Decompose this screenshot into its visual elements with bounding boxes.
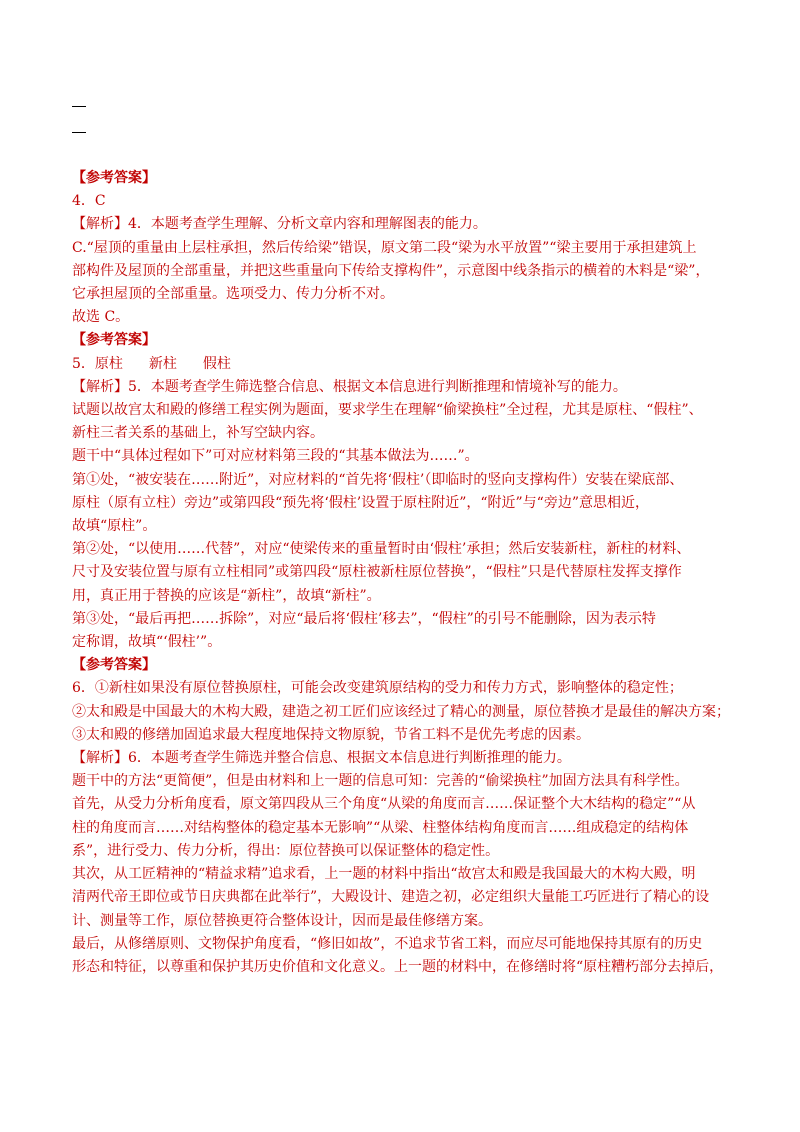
q5-analysis-line: 定称谓，故填“‘假柱’”。 <box>72 634 222 651</box>
q5-analysis-line: 【解析】5．本题考查学生筛选整合信息、根据文本信息进行判断推理和情境补写的能力。 <box>72 378 627 395</box>
q5-analysis-line: 故填“原柱”。 <box>72 518 157 535</box>
q6-analysis-line: 清两代帝王即位或节日庆典都在此举行”，大殿设计、建造之初，必定组织大量能工巧匠进行了精心的设 <box>72 889 710 906</box>
q5-answer <box>72 353 732 376</box>
q6-analysis-line: 形态和特征，以尊重和保护其历史价值和文化意义。上一题的材料中，在修缮时将“原柱糟朽部分去掉后， <box>72 958 724 975</box>
q6-analysis-line: 最后，从修缮原则、文物保护角度看，“修旧如故”，不追求节省工料，而应尽可能地保持其原有的历史 <box>72 935 703 952</box>
q5-analysis-line: 原柱（原有立柱）旁边”或第四段“预先将‘假柱’设置于原柱附近”，“附近”与“旁边”意思相近， <box>72 494 649 511</box>
answer-heading: 【参考答案】 <box>72 332 156 349</box>
q6-analysis-line: 题干中的方法“更简便”，但是由材料和上一题的信息可知：完善的“偷梁换柱”加固方法具有科学性。 <box>72 773 689 790</box>
blank-line-mark <box>72 132 86 133</box>
q4-answer: 4．C <box>72 193 106 210</box>
answer-heading: 【参考答案】 <box>72 170 156 186</box>
answer-content <box>72 167 732 979</box>
q5-analysis-line: 用，真正用于替换的应该是“新柱”，故填“新柱”。 <box>72 587 381 604</box>
q5-answer-2: 新柱 <box>148 355 177 372</box>
q6-answer-line: 6．①新柱如果没有原位替换原柱，可能会改变建筑原结构的受力和传力方式，影响整体的稳定性； <box>72 680 683 697</box>
q4-analysis-line: C.“屋顶的重量由上层柱承担，然后传给梁”错误，原文第二段“梁为水平放置”“梁主要用于承担建筑上 <box>72 239 697 256</box>
q4-analysis-line: 故选 C。 <box>72 309 130 326</box>
q5-analysis-line: 第②处，“以使用……代替”，对应“使梁传来的重量暂时由‘假柱’承担；然后安装新柱，新柱的材料、 <box>72 541 691 558</box>
q6-answer-line: ②太和殿是中国最大的木构大殿，建造之初工匠们应该经过了精心的测量，原位替换才是最佳的解决方案； <box>72 703 730 720</box>
q4-analysis-line: 它承担屋顶的全部重量。选项受力、传力分析不对。 <box>72 286 394 303</box>
q6-answer-line: ③太和殿的修缮加固追求最大程度地保持文物原貌，节省工料不是优先考虑的因素。 <box>72 726 590 743</box>
q5-analysis-line: 第①处，“被安装在……附近”，对应材料的“首先将‘假柱’（即临时的竖向支撑构件）安装在梁底部、 <box>72 471 684 488</box>
q6-analysis-line: 其次，从工匠精神的“精益求精”追求看，上一题的材料中指出“故宫太和殿是我国最大的木构大殿，明 <box>72 866 696 883</box>
q5-analysis-line: 第③处，“最后再把……拆除”，对应“最后将‘假柱’移去”，“假柱”的引号不能删除，因为表示特 <box>72 610 656 627</box>
q5-answer-1: 5．原柱 <box>72 355 123 372</box>
q6-analysis-line: 计、测量等工作，原位替换更符合整体设计，因而是最佳修缮方案。 <box>72 912 492 929</box>
answer-heading: 【参考答案】 <box>72 657 156 674</box>
q5-analysis-line: 题干中“具体过程如下”可对应材料第三段的“其基本做法为……”。 <box>72 448 479 465</box>
q5-analysis-line: 试题以故宫太和殿的修缮工程实例为题面，要求学生在理解“偷梁换柱”全过程，尤其是原柱、“假柱”、 <box>72 402 703 419</box>
blank-line-mark <box>72 106 86 107</box>
q6-analysis-line: 首先，从受力分析角度看，原文第四段从三个角度“从梁的角度而言……保证整个大木结构的稳定”“从 <box>72 796 696 813</box>
q5-analysis-line: 新柱三者关系的基础上，补写空缺内容。 <box>72 425 324 442</box>
q5-analysis-line: 尺寸及安装位置与原有立柱相同”或第四段“原柱被新柱原位替换”，“假柱”只是代替原柱发挥支撑作 <box>72 564 682 581</box>
q4-analysis-line: 部构件及屋顶的全部重量，并把这些重量向下传给支撑构件”，示意图中线条指示的横着的木料是“梁”， <box>72 262 710 279</box>
q5-answer-3: 假柱 <box>202 355 231 372</box>
q4-analysis-line: 【解析】4．本题考查学生理解、分析文章内容和理解图表的能力。 <box>72 216 487 233</box>
q6-analysis-line: 柱的角度而言……对结构整体的稳定基本无影响”“从梁、柱整体结构角度而言……组成稳定的结构体 <box>72 819 689 836</box>
q6-analysis-line: 【解析】6．本题考查学生筛选并整合信息、根据文本信息进行判断推理的能力。 <box>72 750 571 767</box>
q6-analysis-line: 系”，进行受力、传力分析，得出：原位替换可以保证整体的稳定性。 <box>72 842 500 859</box>
